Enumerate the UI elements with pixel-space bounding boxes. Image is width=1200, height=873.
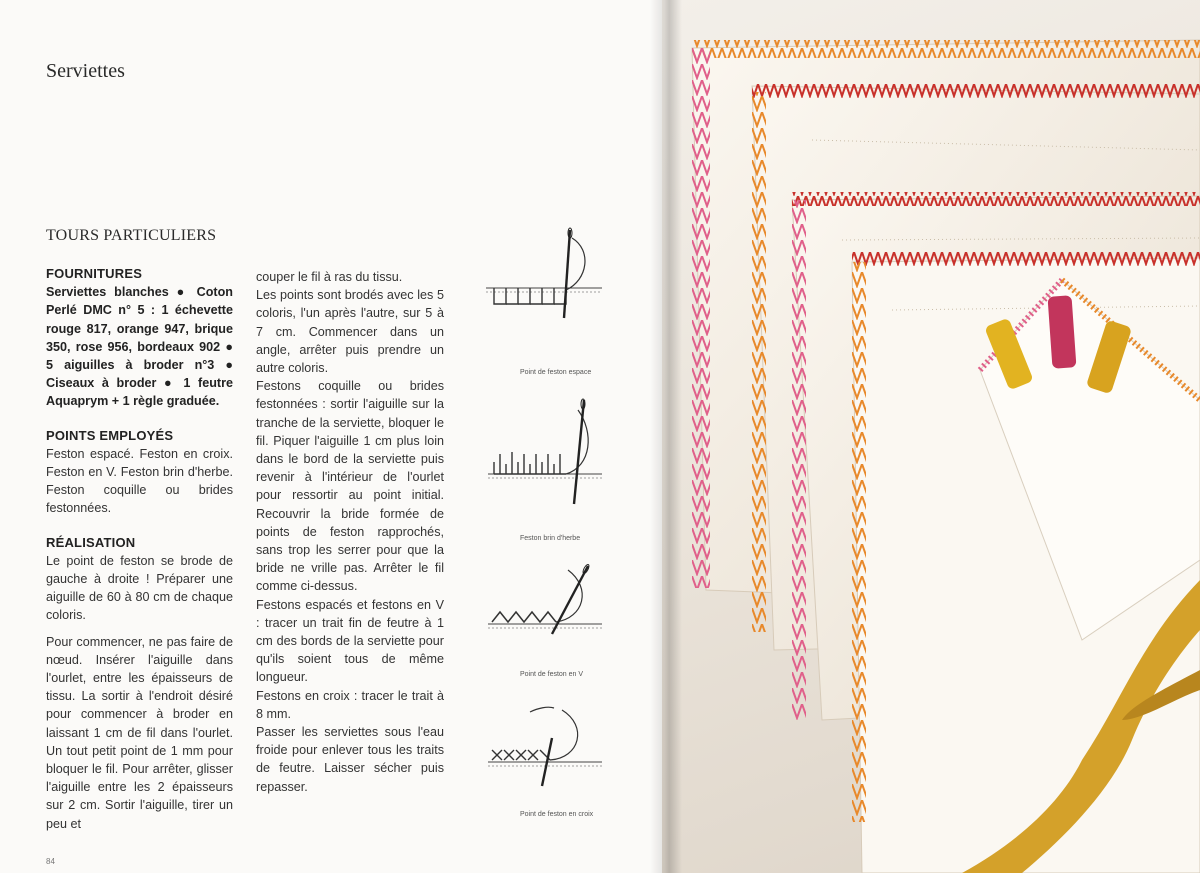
instructions-paragraph: Passer les serviettes sous l'eau froide pour enlever tous les traits de feutre. Laisser sécher puis repasser.: [256, 725, 444, 794]
embroidered-napkins-photo: [662, 0, 1200, 873]
instructions-paragraph: Le point de feston se brode de gauche à droite ! Préparer une aiguille de 60 à 80 cm de chaque coloris.: [46, 553, 233, 623]
page-title: Serviettes: [46, 60, 125, 82]
v-blanket-stitch-diagram: [480, 560, 620, 660]
instructions-paragraph: Festons espacés et festons en V : tracer un trait fin de feutre à 1 cm des bords de la serviette pour qu'ils soient tous de même longueur.: [256, 597, 444, 685]
instructions-paragraph: Pour commencer, ne pas faire de nœud. Insérer l'aiguille dans l'ourlet, entre les épaisseurs de tissu. La sortir à l'endroit désiré pour commencer à broder en laissant 1 cm de fil dans l'ourlet. Un tout petit point de 1 mm pour bloquer le fil. Pour arrêter, glisser l'aiguille entre les 2 épaisseurs sur 2 cm. Sortir l'aiguille, tirer un peu et: [46, 634, 233, 831]
cross-blanket-stitch-diagram: [480, 698, 620, 798]
supplies-text: Serviettes blanches ● Coton Perlé DMC n° 5 : 1 échevette rouge 817, orange 947, brique 350, rose 956, bordeaux 902 ● 5 aiguilles à broder n°3 ● Ciseaux à broder ● 1 feutre Aquaprym + 1 règle graduée.: [46, 285, 233, 409]
grass-blade-stitch-diagram: [480, 392, 620, 522]
diagram-caption: Point de feston espace: [520, 369, 592, 376]
diagram-caption: Point de feston en V: [520, 671, 584, 678]
supplies-heading: FOURNITURES: [46, 266, 143, 281]
instructions-paragraph: couper le fil à ras du tissu.: [256, 270, 403, 284]
page-number: 84: [46, 857, 55, 866]
instructions-heading: RÉALISATION: [46, 534, 136, 550]
napkin-front-2: [852, 252, 1200, 873]
instructions-paragraph: Les points sont brodés avec les 5 coloris, l'un après l'autre, sur 5 à 7 cm. Commencer dans un angle, arrêter puis prendre un autre coloris.: [256, 288, 444, 376]
book-gutter: [650, 0, 682, 873]
diagram-caption: Point de feston en croix: [520, 811, 594, 818]
text-column-1: [46, 265, 233, 833]
section-title: TOURS PARTICULIERS: [46, 227, 217, 244]
diagram-caption: Feston brin d'herbe: [520, 535, 581, 542]
instructions-paragraph: Festons coquille ou brides festonnées : sortir l'aiguille sur la tranche de la serviette, bloquer le fil. Piquer l'aiguille 1 cm plus loin dans le bord de la serviette puis revenir à l'intérieur de l'ourlet pour ressortir au point initial. Recouvrir la bride formée de points de feston rapprochés, sans trop les serrer pour que la bride ne vrille pas. Arrêter le fil comme ci-dessus.: [256, 379, 444, 594]
stitches-heading: POINTS EMPLOYÉS: [46, 427, 174, 443]
stitches-text: Feston espacé. Feston en croix. Feston en V. Feston brin d'herbe. Feston coquille ou brides festonnées.: [46, 446, 233, 516]
spaced-blanket-stitch-diagram: [480, 220, 620, 330]
instructions-paragraph: Festons en croix : tracer le trait à 8 mm.: [256, 688, 444, 721]
text-column-2: [256, 268, 444, 796]
